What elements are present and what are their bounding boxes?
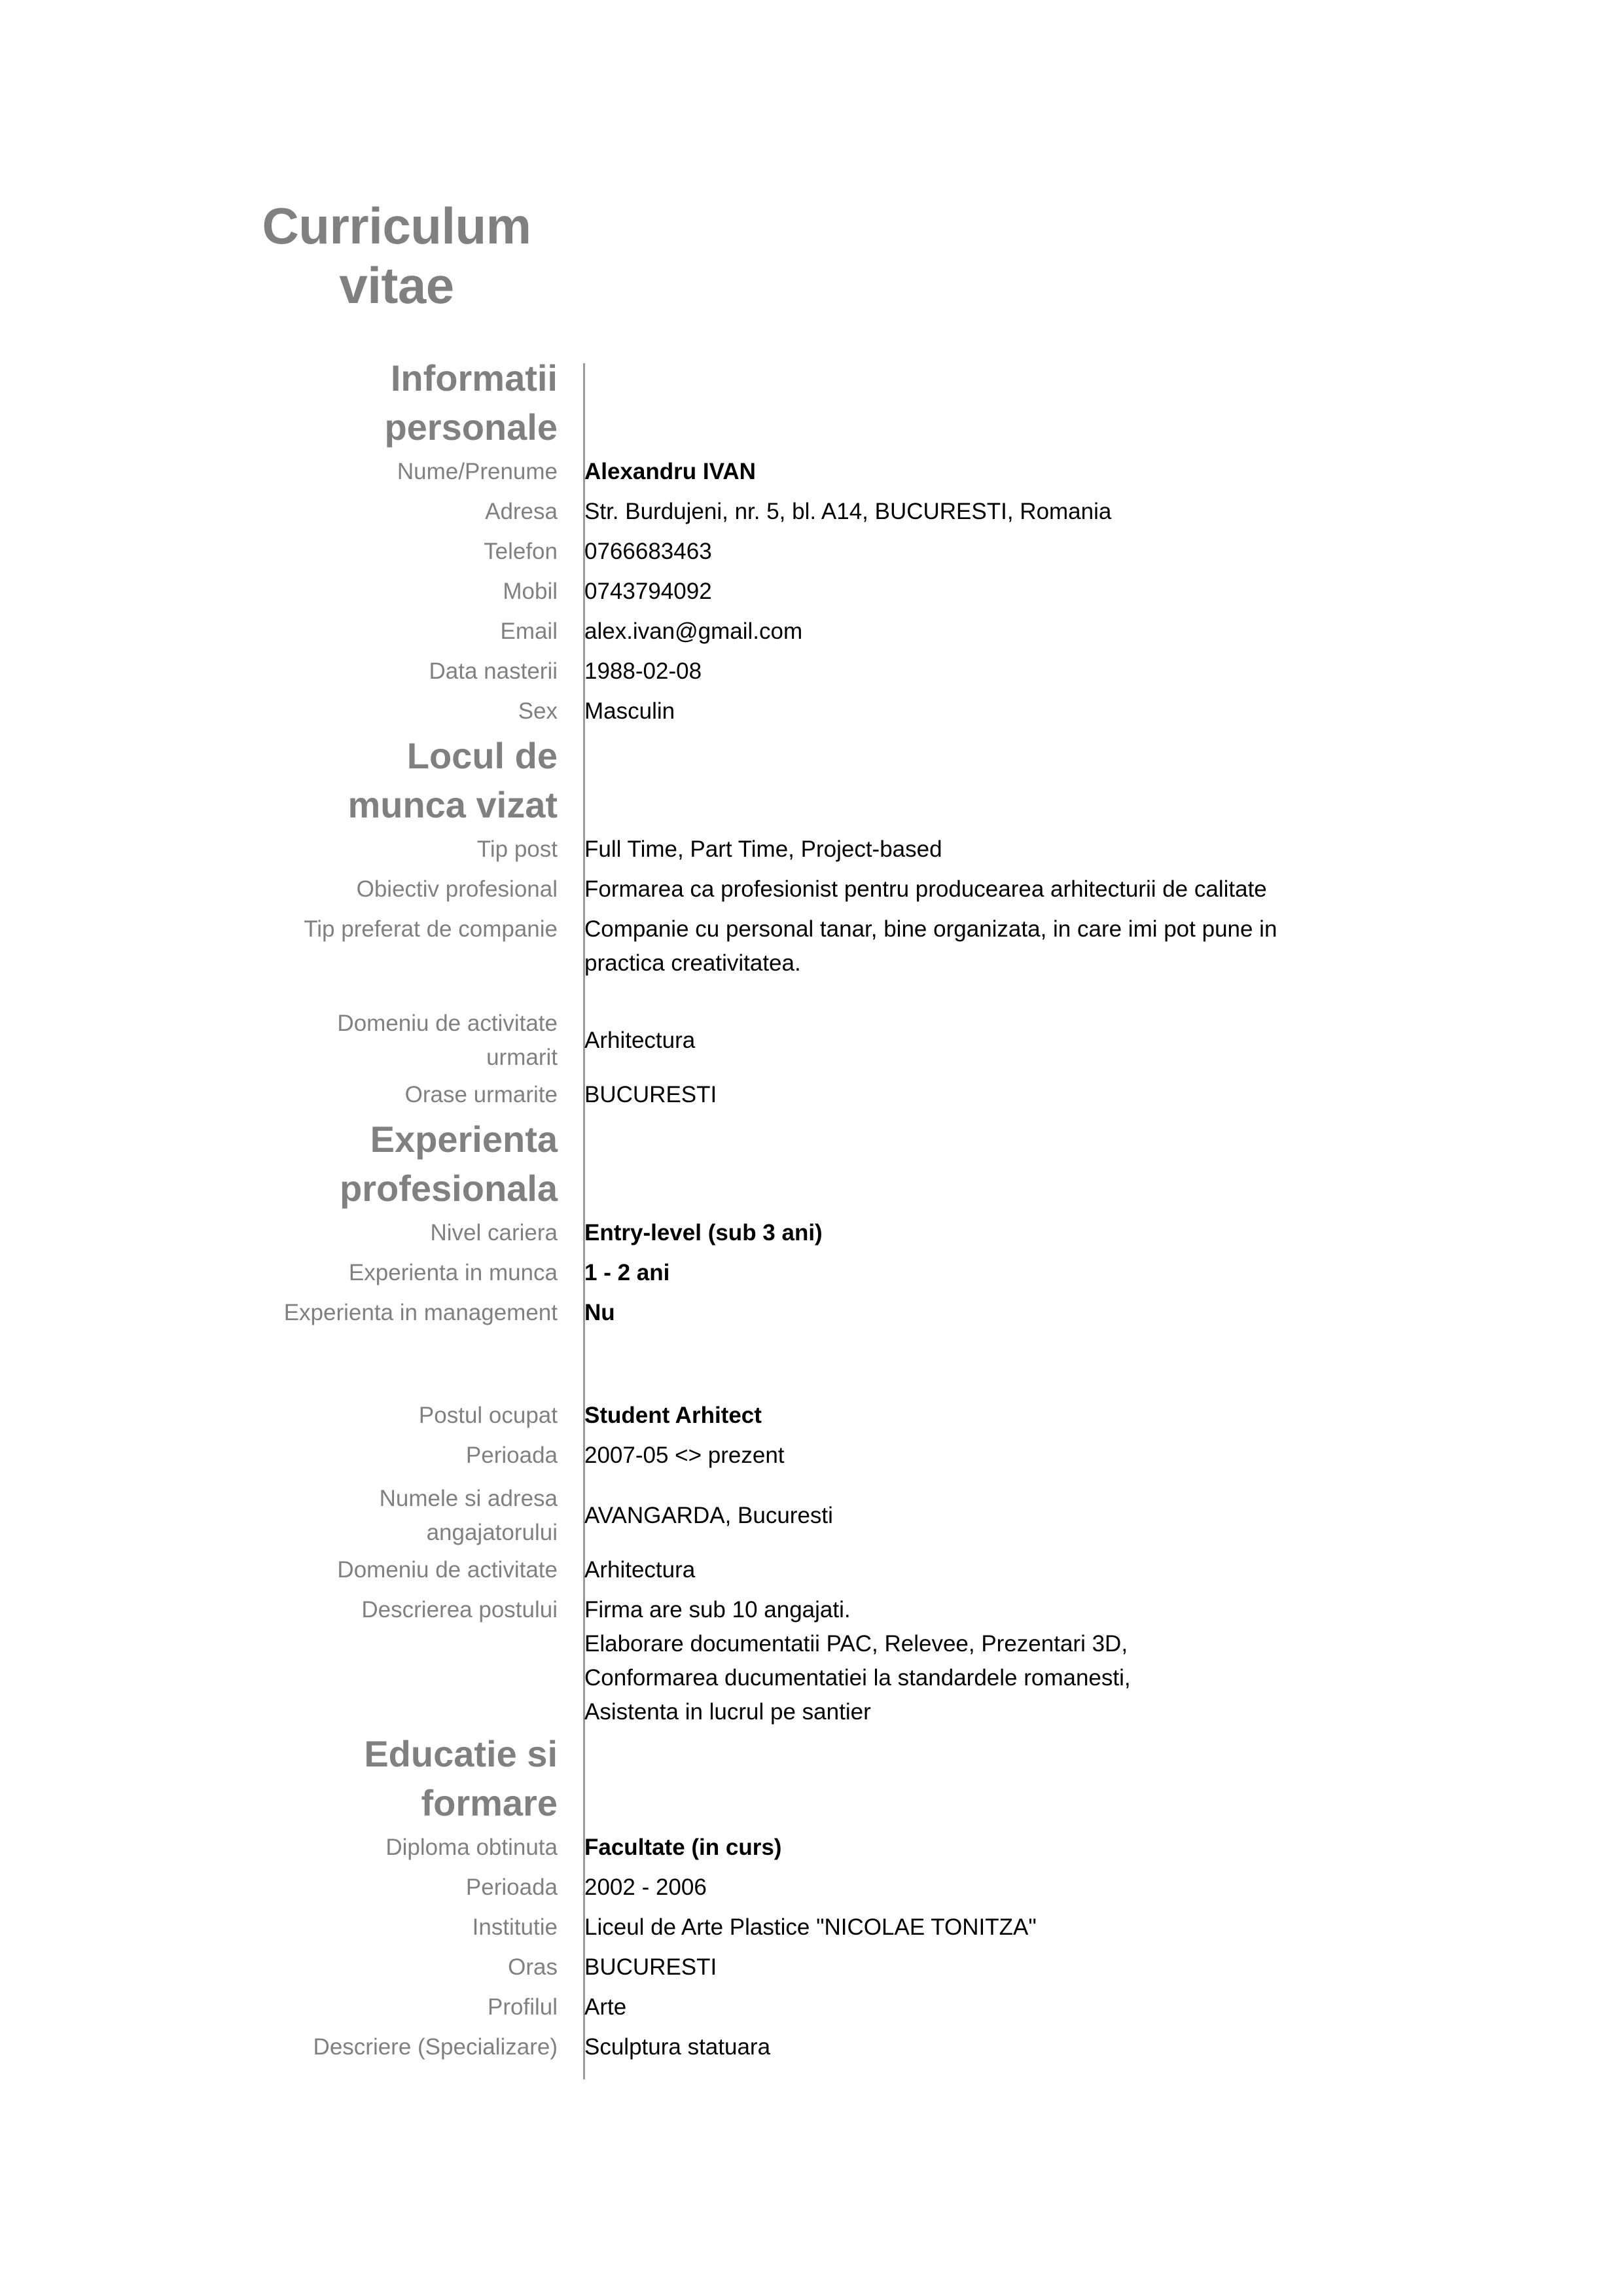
- section-heading-job-target-line-2: munca vizat: [348, 784, 558, 825]
- cv-content: [0, 353, 1623, 2067]
- field-label-institutie: Institutie: [472, 1914, 558, 1940]
- field-label-experienta-management: Experienta in management: [283, 1300, 558, 1325]
- field-row-email: [0, 611, 1623, 651]
- field-label-telefon: Telefon: [484, 539, 558, 564]
- field-label-numele-adresa-angajatorului: [0, 1475, 571, 1550]
- field-value-email: alex.ivan@gmail.com: [584, 619, 803, 644]
- field-value-domeniu-activitate-urmarit: Arhitectura: [584, 1028, 696, 1053]
- page-title-line-1: Curriculum: [262, 197, 531, 255]
- field-value-data-nasterii: 1988-02-08: [584, 658, 702, 684]
- field-label-mobil: Mobil: [503, 579, 558, 604]
- field-row-numele-adresa-angajatorului: [0, 1475, 1623, 1550]
- field-label-sex: Sex: [518, 698, 558, 724]
- field-row-perioada-educatie: [0, 1867, 1623, 1907]
- field-value-tip-post: Full Time, Part Time, Project-based: [584, 836, 942, 862]
- field-row-mobil: [0, 571, 1623, 611]
- field-value-descrierea-postului-line-3: Conformarea ducumentatiei la standardele romanesti,: [584, 1665, 1131, 1691]
- field-value-numele-adresa-angajatorului: AVANGARDA, Bucuresti: [584, 1503, 833, 1528]
- field-label-postul-ocupat: Postul ocupat: [418, 1403, 558, 1428]
- field-value-experienta-management: Nu: [584, 1300, 615, 1325]
- field-row-institutie: [0, 1907, 1623, 1947]
- field-row-postul-ocupat: [0, 1395, 1623, 1435]
- field-value-nivel-cariera: Entry-level (sub 3 ani): [584, 1220, 823, 1246]
- field-value-descriere-specializare: Sculptura statuara: [584, 2034, 771, 2060]
- field-label-perioada-experienta: Perioada: [465, 1443, 558, 1468]
- field-value-tip-preferat-companie: [571, 909, 1623, 980]
- field-value-tip-preferat-companie-line-1: Companie cu personal tanar, bine organizata, in care imi pot pune in: [584, 916, 1277, 942]
- section-heading-education-line-1: Educatie si: [364, 1733, 558, 1774]
- field-label-domeniu-activitate-urmarit-line-2: urmarit: [486, 1045, 558, 1070]
- field-label-descriere-specializare: Descriere (Specializare): [313, 2034, 558, 2060]
- field-value-orase-urmarite: BUCURESTI: [584, 1082, 717, 1107]
- field-label-numele-adresa-angajatorului-line-1: Numele si adresa: [379, 1486, 558, 1511]
- field-row-nivel-cariera: [0, 1213, 1623, 1253]
- field-value-tip-preferat-companie-line-2: practica creativitatea.: [584, 950, 801, 976]
- field-row-adresa: [0, 492, 1623, 531]
- field-label-numele-adresa-angajatorului-line-2: angajatorului: [426, 1520, 558, 1545]
- field-value-postul-ocupat: Student Arhitect: [584, 1403, 762, 1428]
- section-heading-personal: [0, 353, 1623, 452]
- field-row-obiectiv-profesional: [0, 869, 1623, 909]
- field-label-domeniu-activitate: Domeniu de activitate: [337, 1557, 558, 1583]
- field-value-descrierea-postului-line-2: Elaborare documentatii PAC, Relevee, Prezentari 3D,: [584, 1631, 1128, 1657]
- section-heading-experience-line-1: Experienta: [370, 1119, 558, 1160]
- field-row-perioada-experienta: [0, 1435, 1623, 1475]
- field-value-perioada-educatie: 2002 - 2006: [584, 1874, 707, 1900]
- spacer: [0, 1333, 1623, 1395]
- section-heading-experience-line-2: profesionala: [340, 1168, 558, 1209]
- field-label-diploma-obtinuta: Diploma obtinuta: [385, 1835, 558, 1860]
- field-label-descrierea-postului: Descrierea postului: [361, 1597, 558, 1623]
- field-row-domeniu-activitate: [0, 1550, 1623, 1590]
- field-label-perioada-educatie: Perioada: [465, 1874, 558, 1900]
- field-row-sex: [0, 691, 1623, 731]
- field-value-telefon: 0766683463: [584, 539, 712, 564]
- field-label-email: Email: [500, 619, 558, 644]
- field-value-experienta-munca: 1 - 2 ani: [584, 1260, 670, 1285]
- section-heading-experience-label: [0, 1115, 571, 1213]
- field-label-orase-urmarite: Orase urmarite: [404, 1082, 558, 1107]
- field-label-oras: Oras: [508, 1954, 558, 1980]
- field-row-descriere-specializare: [0, 2027, 1623, 2067]
- section-heading-job-target-line-1: Locul de: [406, 735, 558, 776]
- field-value-obiectiv-profesional: Formarea ca profesionist pentru producearea arhitecturii de calitate: [584, 876, 1267, 902]
- page-title: [223, 196, 571, 316]
- field-label-data-nasterii: Data nasterii: [429, 658, 558, 684]
- section-heading-education-label: [0, 1729, 571, 1827]
- section-heading-personal-line-1: Informatii: [390, 357, 558, 399]
- field-row-nume-prenume: [0, 452, 1623, 492]
- field-value-descrierea-postului-line-1: Firma are sub 10 angajati.: [584, 1597, 851, 1623]
- field-row-tip-post: [0, 829, 1623, 869]
- field-label-domeniu-activitate-urmarit: [0, 1000, 571, 1075]
- field-row-telefon: [0, 531, 1623, 571]
- field-row-orase-urmarite: [0, 1075, 1623, 1115]
- section-heading-education: [0, 1729, 1623, 1827]
- section-heading-education-line-2: formare: [421, 1782, 558, 1823]
- field-label-adresa: Adresa: [485, 499, 558, 524]
- field-label-obiectiv-profesional: Obiectiv profesional: [356, 876, 558, 902]
- field-row-experienta-management: [0, 1293, 1623, 1333]
- field-label-nume-prenume: Nume/Prenume: [397, 459, 558, 484]
- field-label-domeniu-activitate-urmarit-line-1: Domeniu de activitate: [337, 1011, 558, 1036]
- section-heading-personal-line-2: personale: [384, 406, 558, 448]
- field-value-mobil: 0743794092: [584, 579, 712, 604]
- field-row-descrierea-postului: [0, 1590, 1623, 1729]
- section-heading-job-target: [0, 731, 1623, 829]
- field-value-descrierea-postului: [571, 1590, 1623, 1729]
- field-row-domeniu-activitate-urmarit: [0, 1000, 1623, 1075]
- field-row-oras: [0, 1947, 1623, 1987]
- field-value-diploma-obtinuta: Facultate (in curs): [584, 1835, 782, 1860]
- field-label-experienta-munca: Experienta in munca: [348, 1260, 558, 1285]
- field-label-nivel-cariera: Nivel cariera: [430, 1220, 558, 1246]
- page-title-line-2: vitae: [339, 257, 454, 315]
- field-value-sex: Masculin: [584, 698, 675, 724]
- field-value-institutie: Liceul de Arte Plastice "NICOLAE TONITZA": [584, 1914, 1037, 1940]
- field-row-diploma-obtinuta: [0, 1827, 1623, 1867]
- section-heading-job-target-label: [0, 731, 571, 829]
- field-value-adresa: Str. Burdujeni, nr. 5, bl. A14, BUCURESTI, Romania: [584, 499, 1112, 524]
- field-row-profilul: [0, 1987, 1623, 2027]
- field-value-domeniu-activitate: Arhitectura: [584, 1557, 696, 1583]
- field-value-nume-prenume: Alexandru IVAN: [584, 459, 756, 484]
- section-heading-experience: [0, 1115, 1623, 1213]
- field-label-profilul: Profilul: [488, 1994, 558, 2020]
- field-value-profilul: Arte: [584, 1994, 627, 2020]
- field-value-descrierea-postului-line-4: Asistenta in lucrul pe santier: [584, 1699, 871, 1725]
- spacer: [0, 980, 1623, 1000]
- field-row-tip-preferat-companie: [0, 909, 1623, 980]
- field-label-tip-post: Tip post: [476, 836, 558, 862]
- field-row-experienta-munca: [0, 1253, 1623, 1293]
- field-label-tip-preferat-companie: Tip preferat de companie: [304, 916, 558, 942]
- field-value-oras: BUCURESTI: [584, 1954, 717, 1980]
- section-heading-personal-label: [0, 353, 571, 452]
- field-row-data-nasterii: [0, 651, 1623, 691]
- field-value-perioada-experienta: 2007-05 <> prezent: [584, 1443, 785, 1468]
